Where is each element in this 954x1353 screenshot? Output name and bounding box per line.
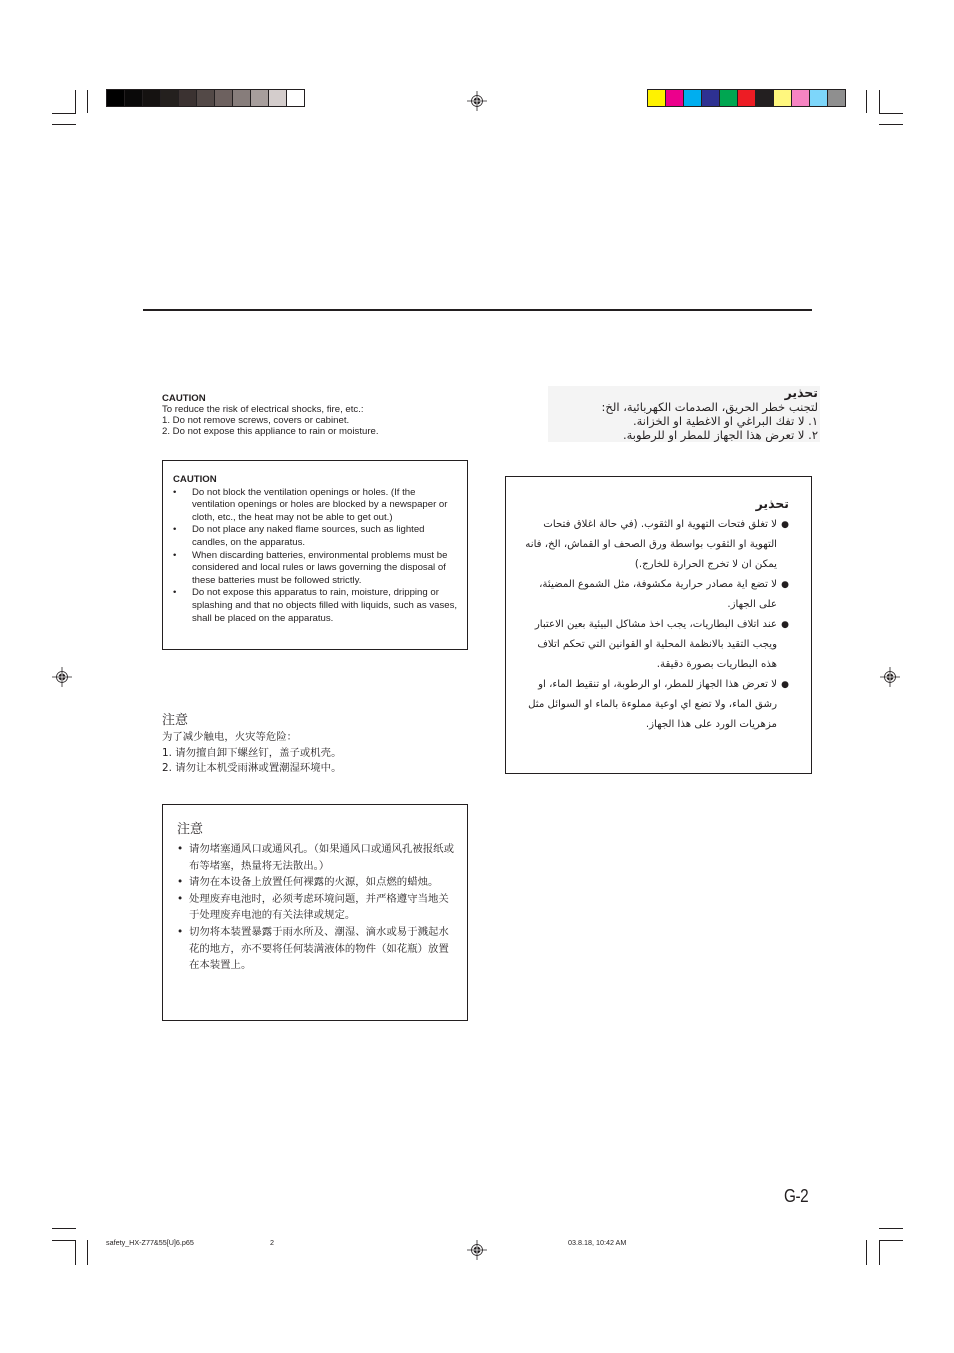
- caution-box-title: CAUTION: [173, 474, 217, 485]
- color-swatch: [233, 90, 250, 106]
- header-rule: [143, 309, 812, 311]
- color-calibration-bar: [647, 89, 846, 107]
- caution-list-item: • Do not place any naked flame sources, such as lighted candles, on the apparatus.: [173, 524, 425, 548]
- color-swatch: [251, 90, 268, 106]
- caution-box-title: 注意: [177, 822, 204, 837]
- crop-mark: [879, 90, 880, 113]
- registration-mark-icon: [467, 1240, 487, 1260]
- color-swatch: [666, 90, 683, 106]
- registration-mark-icon: [467, 91, 487, 111]
- grayscale-calibration-bar: [106, 89, 305, 107]
- color-swatch: [107, 90, 124, 106]
- color-swatch: [125, 90, 142, 106]
- caution-list: [173, 487, 459, 626]
- caution-list-item: • When discarding batteries, environmental problems must be considered and local rules or laws governing the disposal of these batteries must be followed strictly.: [173, 549, 448, 586]
- color-swatch: [648, 90, 665, 106]
- registration-mark-icon: [52, 667, 72, 687]
- caution-list-item: ● عند اتلاف البطاريات، يجب اخذ مشاكل البيئية بعين الاعتبار ويجب التقيد بالانظمة المحلية او القوانين التي تحكم اتلاف هذه البطاريات بصورة دقيقة.: [524, 615, 789, 675]
- bullet-icon: ●: [781, 620, 789, 630]
- bullet-icon: •: [173, 486, 177, 498]
- crop-mark: [879, 1228, 903, 1229]
- english-caution-box: [162, 460, 468, 650]
- crop-mark: [52, 1240, 76, 1241]
- caution-box-title: تحذير: [755, 496, 789, 511]
- crop-mark: [866, 90, 867, 113]
- bullet-icon: ●: [781, 580, 789, 590]
- caution-list-item: ● لا تعرض هذا الجهاز للمطر، او الرطوبة، او تنقيط الماء، او رشق الماء، ولا تضع اي اوعية مملوءة بالماء او السوائل مثل مزهريات الورد على هذا الجهاز.: [524, 675, 789, 735]
- footer-timestamp: 03.8.18, 10:42 AM: [568, 1238, 627, 1247]
- color-swatch: [702, 90, 719, 106]
- crop-mark: [866, 1240, 867, 1265]
- chinese-caution-box: [162, 804, 468, 1021]
- caution-intro: 为了减少触电，火灾等危险：: [162, 731, 298, 743]
- crop-mark: [879, 1240, 880, 1265]
- caution-item: 2. Do not expose this appliance to rain or moisture.: [162, 426, 379, 437]
- registration-mark-icon: [880, 667, 900, 687]
- caution-title: CAUTION: [162, 393, 206, 404]
- bullet-icon: ●: [781, 680, 789, 690]
- crop-mark: [879, 1240, 903, 1241]
- crop-mark: [879, 113, 903, 114]
- crop-mark: [75, 1240, 76, 1265]
- caution-item: 1. Do not remove screws, covers or cabinet.: [162, 415, 350, 426]
- color-swatch: [197, 90, 214, 106]
- caution-list-item: • Do not expose this apparatus to rain, moisture, dripping or splashing and that no objects filled with liquids, such as vases, shall be placed on the apparatus.: [173, 587, 458, 624]
- bullet-icon: •: [173, 587, 177, 599]
- caution-list-item: ● لا تغلق فتحات التهوية او الثقوب. (في حالة اغلاق فتحات التهوية او الثقوب بواسطة ورق الصحف او القماش، الخ، فانه يمكن ان لا تخرج الحرارة للخارج.): [524, 515, 789, 575]
- color-swatch: [828, 90, 845, 106]
- crop-mark: [52, 124, 76, 125]
- color-swatch: [215, 90, 232, 106]
- crop-mark: [52, 113, 76, 114]
- color-swatch: [738, 90, 755, 106]
- chinese-caution: [162, 712, 462, 777]
- caution-list-item: • 处理废弃电池时，必须考虑环境问题，并严格遵守当地关于处理废弃电池的有关法律或规定。: [177, 892, 449, 922]
- crop-mark: [52, 1228, 76, 1229]
- color-swatch: [287, 90, 304, 106]
- color-swatch: [720, 90, 737, 106]
- caution-list-item: • 请勿在本设备上放置任何裸露的火源，如点燃的蜡烛。: [177, 874, 457, 891]
- bullet-icon: •: [177, 925, 184, 938]
- color-swatch: [684, 90, 701, 106]
- caution-intro: To reduce the risk of electrical shocks, fire, etc.:: [162, 404, 364, 415]
- color-swatch: [143, 90, 160, 106]
- bullet-icon: •: [173, 549, 177, 561]
- caution-intro: لتجنب خطر الحريق، الصدمات الكهربائية، الخ:: [601, 400, 818, 414]
- crop-mark: [87, 1240, 88, 1265]
- color-swatch: [810, 90, 827, 106]
- crop-mark: [879, 124, 903, 125]
- bullet-icon: •: [177, 843, 184, 855]
- page-number: G-2: [784, 1186, 809, 1206]
- caution-item: ٢. لا تعرض هذا الجهاز للمطر او للرطوبة.: [622, 428, 818, 442]
- caution-list-item: ● لا تضع اية مصادر حرارية مكشوفة، مثل الشموع المضيئة، على الجهاز.: [524, 575, 789, 615]
- caution-title: 注意: [162, 713, 189, 728]
- caution-list-item: • 请勿堵塞通风口或通风孔。（如果通风口或通风孔被报纸或布等堵塞，热量将无法散出。）: [177, 843, 454, 872]
- caution-list: [524, 515, 789, 735]
- color-swatch: [179, 90, 196, 106]
- caution-item: 1. 请勿擅自卸下螺丝钉，盖子或机壳。: [162, 746, 342, 759]
- arabic-caution: [548, 386, 820, 442]
- bullet-icon: •: [177, 876, 184, 889]
- caution-list-item: • 切勿将本装置暴露于雨水所及、潮湿、滴水或易于溅起水花的地方，亦不要将任何装满液体的物件（如花瓶）放置在本装置上。: [177, 925, 449, 972]
- color-swatch: [161, 90, 178, 106]
- footer-filename: safety_HX-Z77&55[U]6.p65: [106, 1238, 194, 1247]
- crop-mark: [87, 90, 88, 113]
- english-caution: [162, 393, 462, 437]
- caution-item: 2. 请勿让本机受雨淋或置潮湿环境中。: [162, 762, 342, 774]
- caution-list-item: • Do not block the ventilation openings or holes. (If the ventilation openings or holes are blocked by a newspaper or cloth, etc., the heat may not be able to get out.): [173, 486, 448, 523]
- color-swatch: [269, 90, 286, 106]
- color-swatch: [792, 90, 809, 106]
- bullet-icon: •: [177, 892, 184, 905]
- footer-page: 2: [270, 1238, 274, 1247]
- color-swatch: [756, 90, 773, 106]
- crop-mark: [75, 90, 76, 113]
- color-swatch: [774, 90, 791, 106]
- caution-list: [177, 841, 457, 974]
- caution-title: تحذير: [784, 385, 818, 400]
- caution-item: ١. لا تفك البراغي او الاغطية او الخزانة.: [632, 414, 818, 428]
- bullet-icon: •: [173, 524, 177, 536]
- bullet-icon: ●: [781, 520, 789, 530]
- arabic-caution-box: [505, 476, 812, 774]
